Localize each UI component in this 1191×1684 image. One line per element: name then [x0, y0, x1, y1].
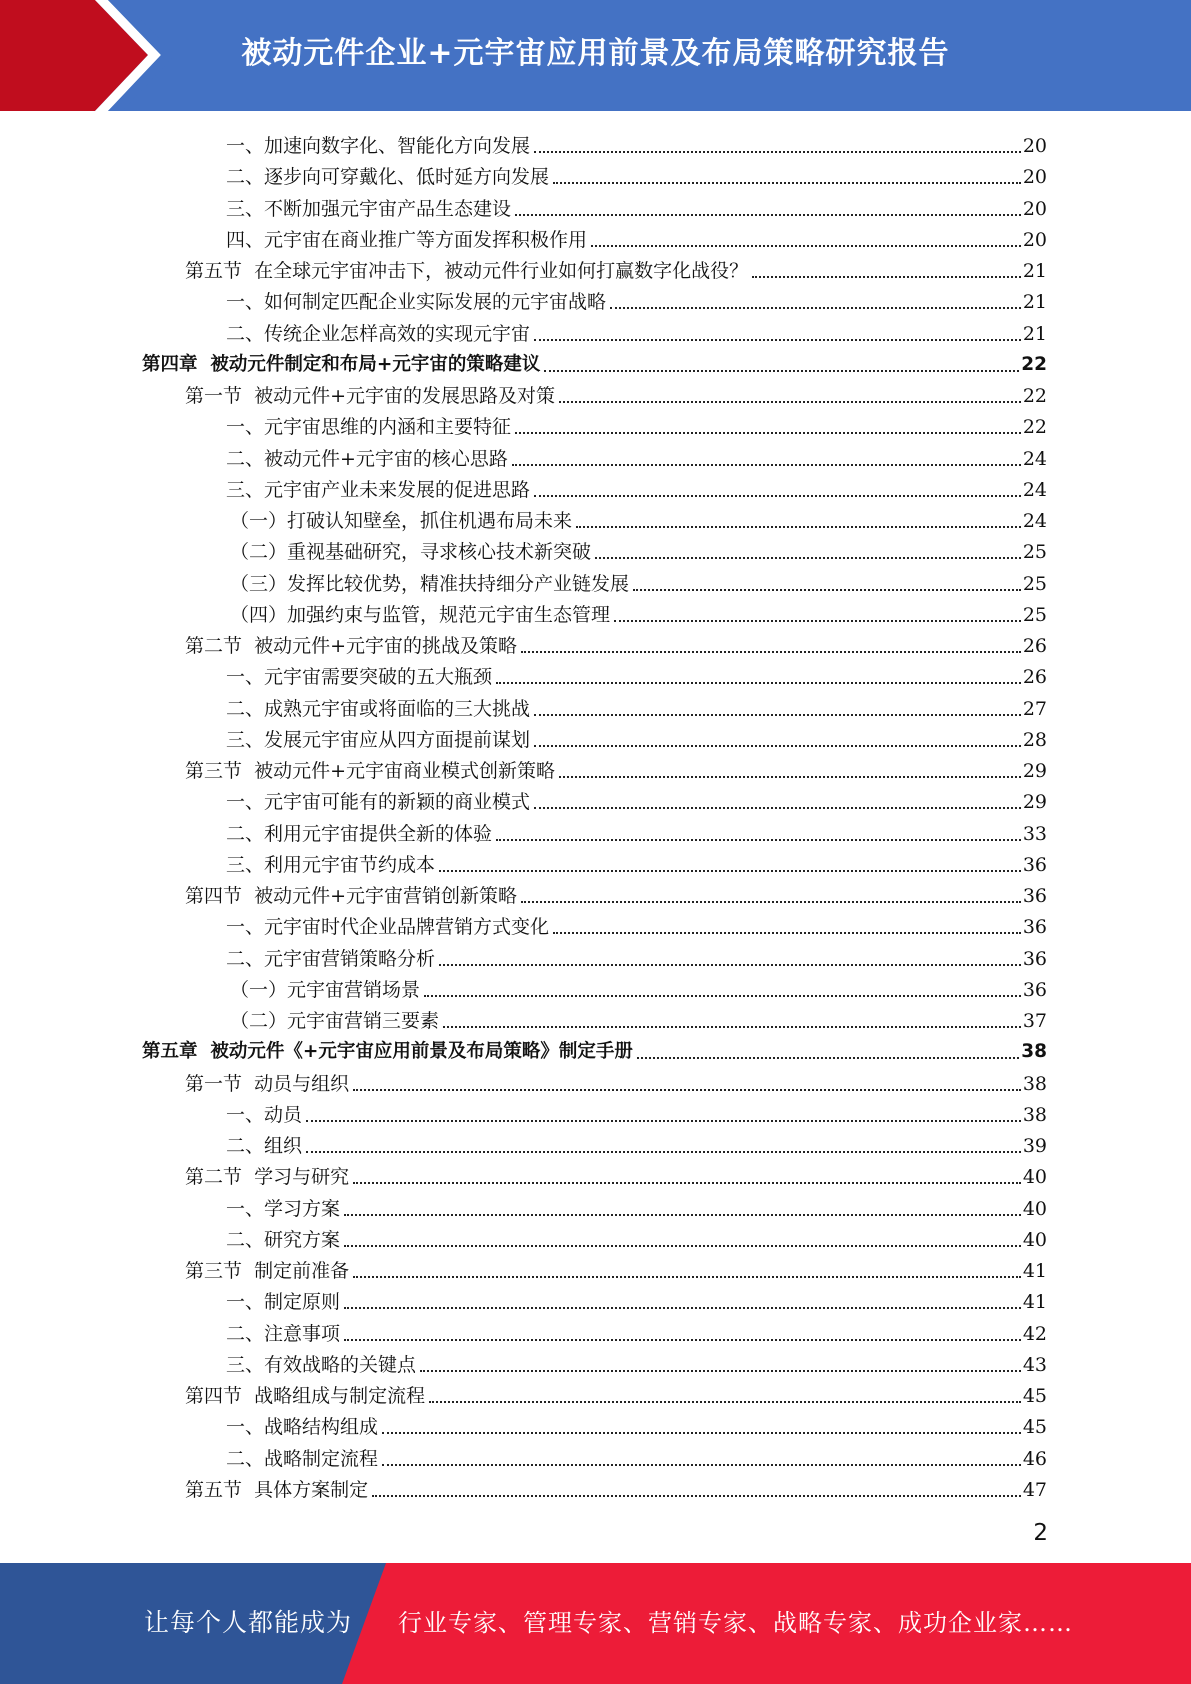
toc-chapter-entry[interactable] [142, 1033, 1047, 1064]
toc-entry-title: 第一节 动员与组织 [185, 1072, 350, 1095]
toc-entry-title: 三、利用元宇宙节约成本 [226, 853, 436, 876]
toc-subsection-entry[interactable] [230, 596, 1047, 627]
toc-entry-page-number: 26 [1022, 666, 1047, 689]
toc-entry-page-number: 37 [1022, 1010, 1047, 1032]
toc-entry-title: 一、战略结构组成 [226, 1416, 379, 1439]
toc-section-entry[interactable] [185, 1065, 1047, 1096]
toc-subsection-entry[interactable] [226, 815, 1047, 846]
toc-entry-title: 一、元宇宙时代企业品牌营销方式变化 [226, 916, 550, 939]
toc-entry-page-number: 39 [1022, 1135, 1047, 1157]
toc-entry-title: （一）元宇宙营销场景 [230, 978, 421, 1001]
toc-dot-leader [382, 1464, 1021, 1466]
toc-entry-page-number: 20 [1022, 135, 1047, 157]
toc-dot-leader [553, 182, 1021, 184]
toc-entry-title: 二、战略制定流程 [226, 1447, 379, 1470]
toc-subsection-entry[interactable] [226, 1440, 1047, 1471]
toc-entry-title: 第一节 被动元件+元宇宙的发展思路及对策 [185, 385, 556, 407]
toc-entry-page-number: 47 [1022, 1478, 1047, 1501]
toc-entry-title: 一、学习方案 [226, 1197, 341, 1220]
toc-subsection-entry[interactable] [226, 1221, 1047, 1252]
toc-dot-leader [521, 901, 1021, 903]
toc-dot-leader [344, 1245, 1021, 1247]
toc-entry-title: 第三节 制定前准备 [185, 1260, 350, 1282]
toc-entry-page-number: 46 [1022, 1447, 1047, 1470]
toc-entry-page-number: 24 [1022, 510, 1047, 532]
toc-section-entry[interactable] [185, 377, 1047, 408]
toc-entry-page-number: 36 [1022, 978, 1047, 1001]
toc-section-entry[interactable] [185, 1158, 1047, 1189]
toc-entry-title: 第四节 被动元件+元宇宙营销创新策略 [185, 885, 517, 907]
toc-subsection-entry[interactable] [226, 127, 1047, 158]
toc-entry-title: 第二节 被动元件+元宇宙的挑战及策略 [185, 635, 517, 657]
toc-dot-leader [591, 245, 1021, 247]
toc-entry-title: 一、元宇宙需要突破的五大瓶颈 [226, 666, 493, 689]
toc-entry-title: （三）发挥比较优势，精准扶持细分产业链发展 [230, 572, 630, 595]
toc-subsection-entry[interactable] [230, 1002, 1047, 1033]
toc-section-entry[interactable] [185, 877, 1047, 908]
toc-subsection-entry[interactable] [226, 315, 1047, 346]
toc-subsection-entry[interactable] [226, 471, 1047, 502]
toc-dot-leader [353, 1182, 1021, 1184]
toc-section-entry[interactable] [185, 1252, 1047, 1283]
toc-dot-leader [534, 745, 1021, 747]
toc-entry-title: 一、加速向数字化、智能化方向发展 [226, 135, 531, 157]
toc-entry-title: 第五章 被动元件《+元宇宙应用前景及布局策略》制定手册 [142, 1041, 633, 1063]
toc-entry-page-number: 36 [1022, 947, 1047, 970]
toc-entry-page-number: 38 [1021, 1041, 1047, 1063]
toc-dot-leader [534, 495, 1021, 497]
toc-subsection-entry[interactable] [226, 1346, 1047, 1377]
toc-dot-leader [353, 1276, 1021, 1278]
toc-entry-title: 一、元宇宙思维的内涵和主要特征 [226, 416, 512, 439]
toc-entry-page-number: 45 [1022, 1385, 1047, 1407]
toc-entry-page-number: 45 [1022, 1416, 1047, 1439]
toc-dot-leader [595, 557, 1021, 559]
toc-entry-page-number: 28 [1022, 728, 1047, 751]
toc-entry-page-number: 40 [1022, 1228, 1047, 1251]
toc-entry-title: 二、利用元宇宙提供全新的体验 [226, 822, 493, 845]
toc-dot-leader [424, 995, 1021, 997]
toc-subsection-entry[interactable] [226, 1096, 1047, 1127]
toc-entry-page-number: 20 [1022, 197, 1047, 220]
toc-entry-page-number: 43 [1022, 1353, 1047, 1376]
toc-entry-page-number: 27 [1022, 697, 1047, 720]
toc-entry-page-number: 22 [1021, 353, 1047, 375]
toc-entry-title: 二、被动元件+元宇宙的核心思路 [226, 447, 508, 470]
toc-subsection-entry[interactable] [226, 158, 1047, 189]
toc-section-entry[interactable] [185, 1471, 1047, 1502]
toc-entry-title: 第三节 被动元件+元宇宙商业模式创新策略 [185, 760, 556, 782]
toc-entry-page-number: 38 [1022, 1072, 1047, 1095]
toc-dot-leader [496, 839, 1021, 841]
toc-subsection-entry[interactable] [226, 408, 1047, 439]
toc-subsection-entry[interactable] [226, 1127, 1047, 1158]
page-number: 2 [1033, 1520, 1048, 1546]
toc-subsection-entry[interactable] [226, 940, 1047, 971]
toc-subsection-entry[interactable] [230, 502, 1047, 533]
toc-dot-leader [614, 620, 1021, 622]
toc-entry-page-number: 29 [1022, 760, 1047, 782]
toc-subsection-entry[interactable] [226, 221, 1047, 252]
toc-subsection-entry[interactable] [226, 721, 1047, 752]
toc-dot-leader [633, 589, 1021, 591]
toc-subsection-entry[interactable] [226, 846, 1047, 877]
toc-entry-page-number: 25 [1022, 541, 1047, 564]
toc-entry-page-number: 33 [1022, 822, 1047, 845]
page-footer [0, 1563, 1191, 1684]
toc-entry-title: 第五节 在全球元宇宙冲击下，被动元件行业如何打赢数字化战役？ [185, 260, 749, 282]
toc-dot-leader [429, 1401, 1021, 1403]
toc-entry-page-number: 24 [1022, 447, 1047, 470]
toc-entry-page-number: 40 [1022, 1197, 1047, 1220]
toc-dot-leader [344, 1339, 1021, 1341]
toc-dot-leader [515, 214, 1021, 216]
toc-entry-title: 三、不断加强元宇宙产品生态建设 [226, 197, 512, 220]
toc-entry-title: 一、如何制定匹配企业实际发展的元宇宙战略 [226, 291, 607, 314]
toc-entry-title: 二、成熟元宇宙或将面临的三大挑战 [226, 697, 531, 720]
footer-expert-list: 行业专家、管理专家、营销专家、战略专家、成功企业家…… [398, 1609, 1073, 1637]
toc-entry-title: 四、元宇宙在商业推广等方面发挥积极作用 [226, 228, 588, 251]
toc-entry-title: （二）元宇宙营销三要素 [230, 1010, 440, 1032]
toc-entry-page-number: 24 [1022, 478, 1047, 501]
toc-entry-page-number: 36 [1022, 885, 1047, 907]
toc-entry-title: 二、元宇宙营销策略分析 [226, 947, 436, 970]
toc-entry-page-number: 26 [1022, 635, 1047, 657]
toc-entry-page-number: 29 [1022, 791, 1047, 814]
toc-entry-title: （一）打破认知壁垒，抓住机遇布局未来 [230, 510, 573, 532]
toc-dot-leader [534, 807, 1021, 809]
toc-dot-leader [512, 464, 1021, 466]
toc-dot-leader [534, 714, 1021, 716]
toc-dot-leader [637, 1057, 1019, 1059]
toc-dot-leader [610, 307, 1021, 309]
toc-dot-leader [372, 1495, 1021, 1497]
toc-dot-leader [553, 932, 1021, 934]
toc-section-entry[interactable] [185, 627, 1047, 658]
toc-entry-page-number: 36 [1022, 853, 1047, 876]
toc-entry-page-number: 25 [1022, 603, 1047, 626]
toc-subsection-entry[interactable] [230, 533, 1047, 564]
toc-subsection-entry[interactable] [226, 1315, 1047, 1346]
toc-entry-title: 第二节 学习与研究 [185, 1166, 350, 1189]
toc-subsection-entry[interactable] [226, 783, 1047, 814]
toc-dot-leader [439, 964, 1021, 966]
toc-dot-leader [515, 432, 1021, 434]
toc-subsection-entry[interactable] [226, 1408, 1047, 1439]
toc-subsection-entry[interactable] [230, 565, 1047, 596]
toc-entry-title: 三、元宇宙产业未来发展的促进思路 [226, 478, 531, 501]
toc-entry-title: 二、注意事项 [226, 1322, 341, 1345]
toc-dot-leader [353, 1089, 1021, 1091]
toc-entry-page-number: 21 [1022, 291, 1047, 314]
page-header [0, 0, 1191, 111]
toc-entry-title: 第五节 具体方案制定 [185, 1478, 369, 1501]
toc-dot-leader [534, 339, 1021, 341]
toc-entry-page-number: 20 [1022, 166, 1047, 189]
toc-dot-leader [544, 370, 1019, 372]
toc-entry-page-number: 25 [1022, 572, 1047, 595]
toc-entry-title: 二、研究方案 [226, 1228, 341, 1251]
toc-subsection-entry[interactable] [226, 440, 1047, 471]
toc-dot-leader [439, 870, 1021, 872]
toc-entry-title: 第四节 战略组成与制定流程 [185, 1385, 426, 1407]
toc-dot-leader [443, 1026, 1021, 1028]
toc-entry-title: 二、逐步向可穿戴化、低时延方向发展 [226, 166, 550, 189]
toc-entry-title: 二、组织 [226, 1135, 303, 1157]
toc-section-entry[interactable] [185, 752, 1047, 783]
toc-subsection-entry[interactable] [226, 1190, 1047, 1221]
document-title: 被动元件企业+元宇宙应用前景及布局策略研究报告 [241, 36, 950, 71]
toc-subsection-entry[interactable] [226, 190, 1047, 221]
toc-entry-title: 三、发展元宇宙应从四方面提前谋划 [226, 728, 531, 751]
toc-subsection-entry[interactable] [226, 908, 1047, 939]
toc-section-entry[interactable] [185, 252, 1047, 283]
toc-dot-leader [559, 776, 1021, 778]
toc-subsection-entry[interactable] [226, 283, 1047, 314]
toc-entry-title: 三、有效战略的关键点 [226, 1353, 417, 1376]
toc-entry-title: 一、元宇宙可能有的新颖的商业模式 [226, 791, 531, 814]
toc-entry-title: 一、制定原则 [226, 1291, 341, 1314]
toc-entry-page-number: 41 [1022, 1291, 1047, 1314]
toc-dot-leader [752, 276, 1021, 278]
toc-entry-title: （四）加强约束与监管，规范元宇宙生态管理 [230, 603, 611, 626]
toc-dot-leader [576, 526, 1021, 528]
toc-entry-title: 二、传统企业怎样高效的实现元宇宙 [226, 322, 531, 345]
toc-entry-page-number: 36 [1022, 916, 1047, 939]
toc-entry-page-number: 21 [1022, 322, 1047, 345]
toc-dot-leader [559, 401, 1021, 403]
toc-entry-title: 第四章 被动元件制定和布局+元宇宙的策略建议 [142, 353, 541, 375]
toc-chapter-entry[interactable] [142, 346, 1047, 377]
toc-dot-leader [344, 1214, 1021, 1216]
toc-subsection-entry[interactable] [230, 971, 1047, 1002]
toc-subsection-entry[interactable] [226, 1283, 1047, 1314]
toc-dot-leader [344, 1307, 1021, 1309]
toc-subsection-entry[interactable] [226, 690, 1047, 721]
toc-entry-page-number: 41 [1022, 1260, 1047, 1282]
toc-entry-title: （二）重视基础研究，寻求核心技术新突破 [230, 541, 592, 564]
toc-dot-leader [306, 1120, 1021, 1122]
toc-entry-page-number: 20 [1022, 228, 1047, 251]
toc-entry-page-number: 38 [1022, 1103, 1047, 1126]
toc-dot-leader [420, 1370, 1021, 1372]
toc-entry-page-number: 21 [1022, 260, 1047, 282]
toc-entry-page-number: 42 [1022, 1322, 1047, 1345]
toc-dot-leader [306, 1151, 1021, 1153]
toc-subsection-entry[interactable] [226, 658, 1047, 689]
toc-entry-page-number: 22 [1022, 385, 1047, 407]
toc-dot-leader [382, 1432, 1021, 1434]
toc-entry-page-number: 22 [1022, 416, 1047, 439]
toc-dot-leader [496, 682, 1021, 684]
toc-dot-leader [521, 651, 1021, 653]
toc-entry-page-number: 40 [1022, 1166, 1047, 1189]
footer-slogan: 让每个人都能成为 [144, 1608, 353, 1637]
toc-section-entry[interactable] [185, 1377, 1047, 1408]
toc-entry-title: 一、动员 [226, 1103, 303, 1126]
toc-dot-leader [534, 151, 1021, 153]
